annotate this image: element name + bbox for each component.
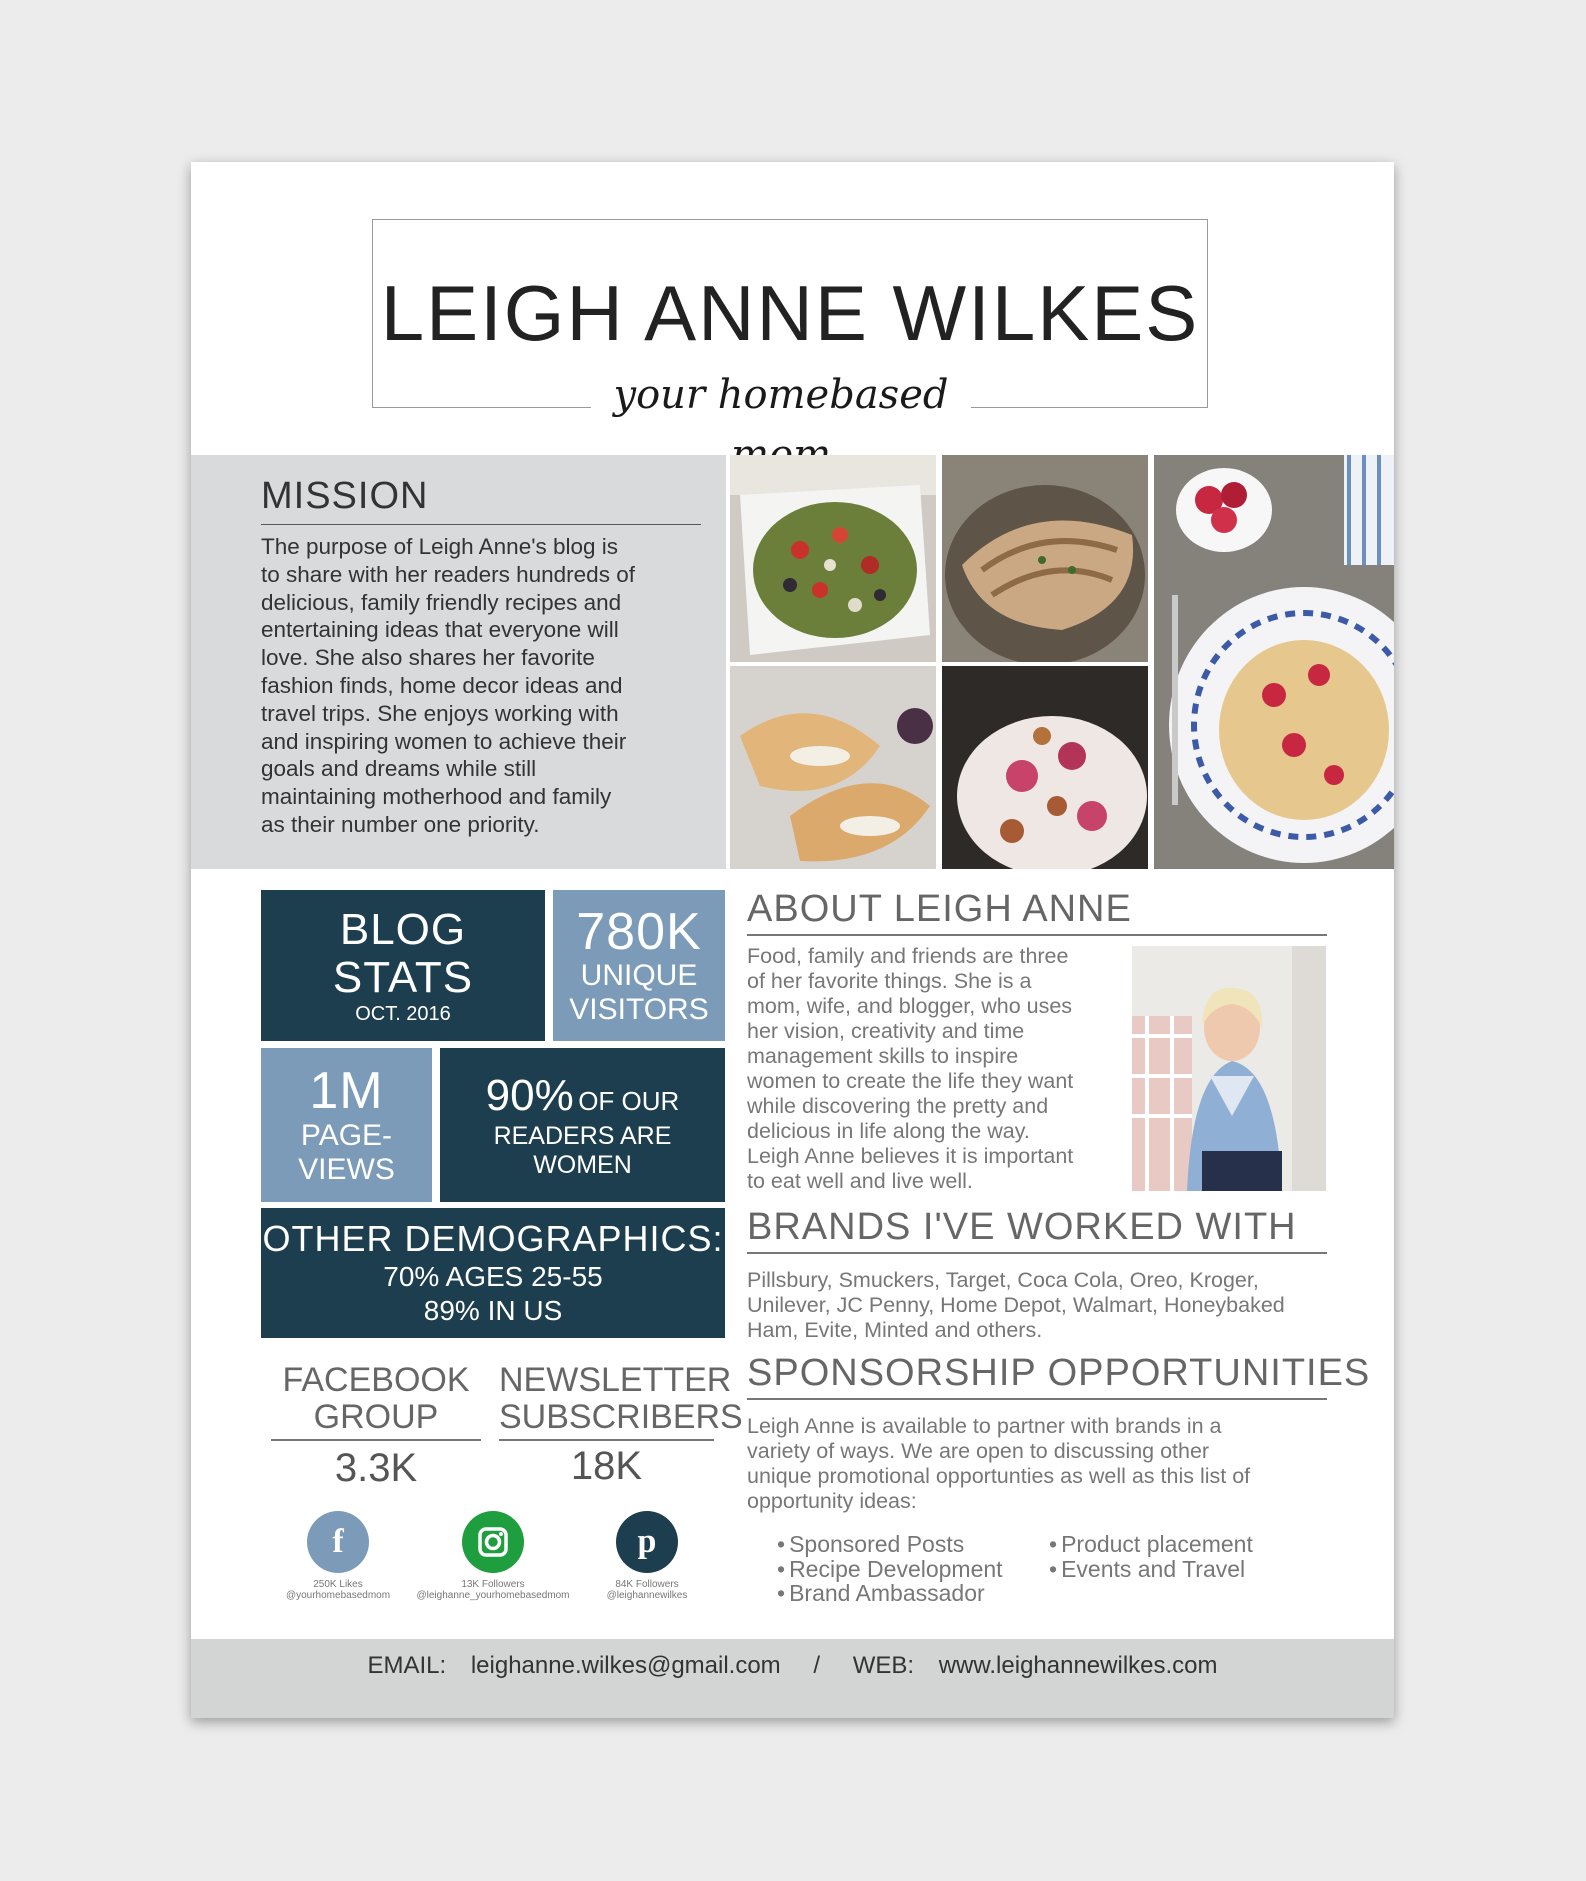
instagram-followers: 13K Followers <box>461 1579 525 1590</box>
email-label: EMAIL: <box>367 1652 447 1679</box>
list-item: • Recipe Development <box>777 1557 1003 1582</box>
sponsorship-line: opportunity ideas: <box>747 1489 917 1513</box>
sponsorship-list-right <box>1049 1532 1253 1581</box>
pageviews-label-1: PAGE- <box>300 1119 393 1152</box>
mission-panel <box>191 455 726 869</box>
sponsorship-list-left <box>777 1532 1003 1606</box>
mission-text <box>261 533 701 839</box>
brands-line: Unilever, JC Penny, Home Depot, Walmart, Honeybaked <box>747 1293 1285 1317</box>
blog-stats-line-2: STATS <box>332 952 474 1002</box>
women-label-3: WOMEN <box>533 1151 632 1179</box>
demographics-us: 89% IN US <box>423 1295 563 1326</box>
mission-rule <box>261 524 701 525</box>
sponsorship-text <box>747 1414 1347 1514</box>
demographics-title: OTHER DEMOGRAPHICS: <box>262 1218 724 1259</box>
sponsorship-rule <box>747 1398 1327 1400</box>
newsletter-rule <box>499 1439 714 1441</box>
facebook-handle: @yourhomebasedmom <box>285 1590 391 1601</box>
about-line: her vision, creativity and time <box>747 1019 1025 1043</box>
pinterest-handle: @leighannewilkes <box>606 1590 688 1601</box>
visitors-label-1: UNIQUE <box>580 958 698 992</box>
mission-title: MISSION <box>261 475 429 517</box>
crepe-photo <box>1154 455 1394 869</box>
visitors-label-2: VISITORS <box>569 992 709 1026</box>
mission-line: delicious, family friendly recipes and <box>261 589 622 615</box>
chicken-photo <box>942 455 1148 662</box>
contact-footer <box>191 1639 1394 1718</box>
web-link[interactable]: www.leighannewilkes.com <box>938 1652 1218 1679</box>
brands-line: Ham, Evite, Minted and others. <box>747 1318 1043 1342</box>
email-link[interactable]: leighanne.wilkes@gmail.com <box>470 1652 781 1679</box>
pastry-photo <box>730 666 936 869</box>
facebook-heading-line-2: GROUP <box>313 1398 439 1436</box>
sponsorship-line: variety of ways. We are open to discussing other <box>747 1439 1210 1463</box>
mission-line: goals and dreams while still <box>261 756 537 782</box>
mission-line: fashion finds, home decor ideas and <box>261 672 623 698</box>
newsletter-value: 18K <box>570 1444 643 1488</box>
mission-line: and inspiring women to achieve their <box>261 728 627 754</box>
brands-rule <box>747 1252 1327 1254</box>
facebook-likes: 250K Likes <box>313 1579 363 1590</box>
pageviews-label-2: VIEWS <box>298 1153 395 1186</box>
about-rule <box>747 934 1327 936</box>
brands-text <box>747 1268 1347 1343</box>
about-line: management skills to inspire <box>747 1044 1019 1068</box>
newsletter-heading <box>499 1361 743 1436</box>
about-line: women to create the life they want <box>747 1069 1074 1093</box>
tagline-logo: your homebased <box>591 365 971 425</box>
pinterest-followers: 84K Followers <box>615 1579 679 1590</box>
list-item: • Brand Ambassador <box>777 1581 1003 1606</box>
web-label: WEB: <box>852 1652 915 1679</box>
about-line: of her favorite things. She is a <box>747 969 1032 993</box>
mission-line: love. She also shares her favorite <box>261 645 595 671</box>
sponsorship-title: SPONSORSHIP OPPORTUNITIES <box>747 1352 1371 1394</box>
mission-line: to share with her readers hundreds of <box>261 561 635 587</box>
about-line: while discovering the pretty and <box>747 1094 1049 1118</box>
mission-line: travel trips. She enjoys working with <box>261 700 619 726</box>
instagram-handle: @leighanne_yourhomebasedmom <box>416 1590 570 1601</box>
women-label-1: OF OUR <box>578 1086 680 1116</box>
demographics-tile <box>261 1208 725 1338</box>
pinterest-icon[interactable]: p <box>616 1511 678 1573</box>
brands-title: BRANDS I'VE WORKED WITH <box>747 1206 1297 1248</box>
facebook-rule <box>271 1439 481 1441</box>
about-line: mom, wife, and blogger, who uses <box>747 994 1073 1018</box>
footer-separator: / <box>813 1652 821 1679</box>
dessert-photo <box>942 666 1148 869</box>
portrait-photo <box>1132 946 1326 1191</box>
women-label-2: READERS ARE <box>493 1122 672 1150</box>
mission-line: maintaining motherhood and family <box>261 784 612 810</box>
unique-visitors-tile <box>553 890 725 1041</box>
media-kit-page <box>191 162 1394 1718</box>
mission-line: The purpose of Leigh Anne's blog is <box>261 534 619 559</box>
women-value: 90% <box>485 1071 574 1120</box>
sponsorship-line: Leigh Anne is available to partner with brands in a <box>747 1414 1222 1438</box>
about-line: to eat well and live well. <box>747 1169 973 1193</box>
mission-line: entertaining ideas that everyone will <box>261 617 619 643</box>
brands-line: Pillsbury, Smuckers, Target, Coca Cola, Oreo, Kroger, <box>747 1268 1259 1292</box>
about-line: delicious in life along the way. <box>747 1119 1030 1143</box>
sponsorship-line: unique promotional opportunties as well as this list of <box>747 1464 1251 1488</box>
pageviews-value: 1M <box>309 1062 384 1120</box>
facebook-caption <box>248 1579 428 1601</box>
instagram-caption <box>403 1579 583 1601</box>
facebook-group-value: 3.3K <box>334 1446 418 1490</box>
salad-photo <box>730 455 936 662</box>
page-title: LEIGH ANNE WILKES <box>380 269 1200 357</box>
blog-stats-date: OCT. 2016 <box>355 1002 451 1025</box>
list-item: • Sponsored Posts <box>777 1532 1003 1557</box>
facebook-group-heading <box>271 1362 481 1436</box>
facebook-heading-line-1: FACEBOOK <box>282 1361 470 1399</box>
visitors-value: 780K <box>576 902 702 961</box>
mission-line: as their number one priority. <box>261 811 540 837</box>
newsletter-heading-line-2: SUBSCRIBERS <box>499 1398 743 1436</box>
about-title: ABOUT LEIGH ANNE <box>747 888 1132 930</box>
blog-stats-line-1: BLOG <box>339 904 467 954</box>
newsletter-heading-line-1: NEWSLETTER <box>499 1361 732 1399</box>
list-item: • Events and Travel <box>1049 1557 1253 1582</box>
blog-stats-tile <box>261 890 545 1041</box>
women-headline <box>486 1071 680 1121</box>
women-readers-tile <box>440 1048 725 1202</box>
instagram-icon[interactable] <box>462 1511 524 1573</box>
facebook-icon[interactable]: f <box>307 1511 369 1573</box>
pinterest-caption <box>557 1579 737 1601</box>
about-text <box>747 944 1137 1194</box>
instagram-glyph <box>462 1511 524 1573</box>
about-line: Leigh Anne believes it is important <box>747 1144 1074 1168</box>
about-line: Food, family and friends are three <box>747 944 1069 968</box>
pageviews-tile <box>261 1048 432 1202</box>
demographics-age: 70% AGES 25-55 <box>383 1261 603 1292</box>
list-item: • Product placement <box>1049 1532 1253 1557</box>
